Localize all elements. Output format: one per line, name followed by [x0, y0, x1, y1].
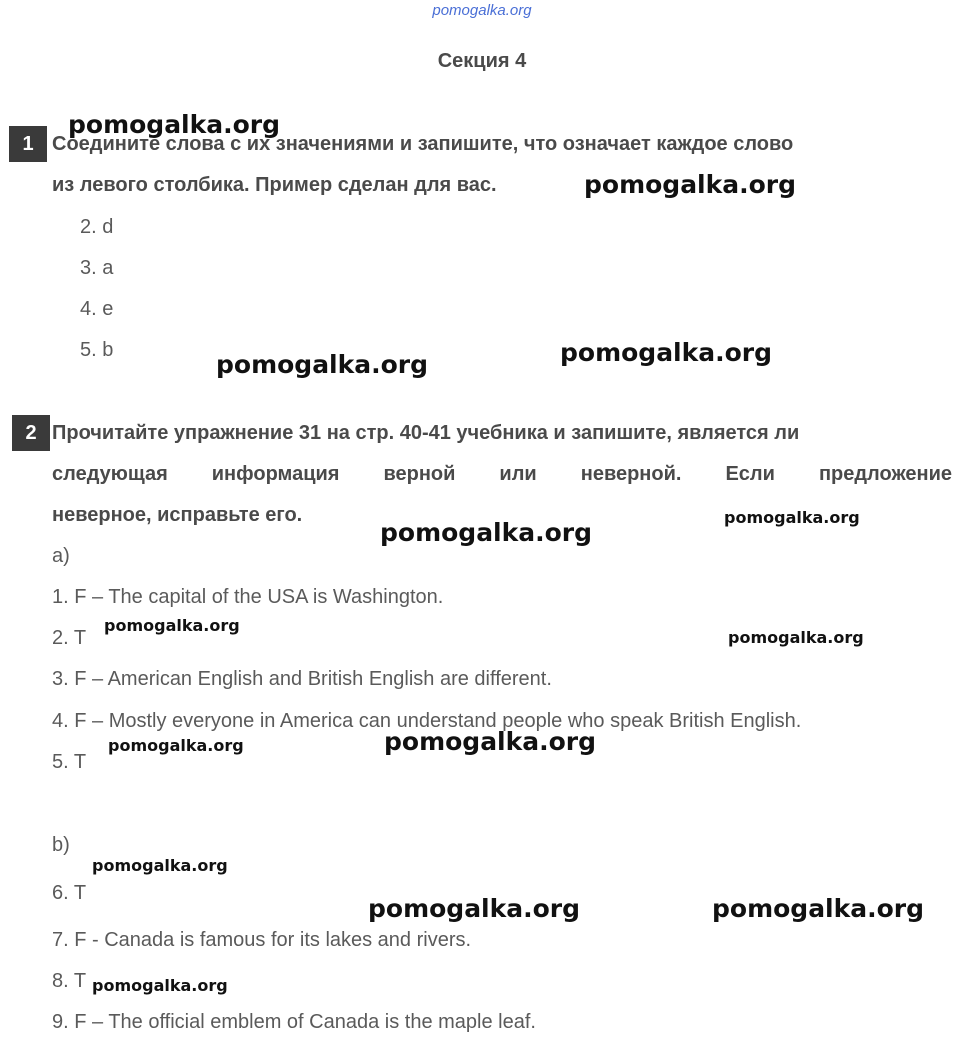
part-b-answer: 8. T: [52, 970, 87, 992]
part-a-answer: 3. F – American English and British English are different.: [52, 668, 552, 690]
watermark: pomogalka.org: [104, 616, 240, 635]
watermark: pomogalka.org: [384, 727, 597, 756]
watermark: pomogalka.org: [68, 110, 281, 139]
task-2-instruction-line-3: неверное, исправьте его.: [52, 504, 303, 526]
watermark: pomogalka.org: [560, 338, 773, 367]
task-1-instruction-line-2: из левого столбика. Пример сделан для вас.: [52, 174, 497, 196]
part-a-answer: 1. F – The capital of the USA is Washington.: [52, 586, 444, 608]
part-b-answer: 7. F - Canada is famous for its lakes and rivers.: [52, 929, 472, 951]
section-title: Секция 4: [437, 50, 527, 72]
watermark: pomogalka.org: [724, 508, 860, 527]
part-a-answer: 4. F – Mostly everyone in America can understand people who speak British English.: [52, 710, 802, 732]
task-2-number-badge: 2: [12, 415, 50, 451]
task-1-answer: 4. e: [80, 298, 114, 320]
watermark: pomogalka.org: [712, 894, 925, 923]
task-1-number-badge: 1: [9, 126, 47, 162]
watermark: pomogalka.org: [108, 736, 244, 755]
watermark: pomogalka.org: [584, 170, 797, 199]
site-link[interactable]: pomogalka.org: [432, 2, 532, 19]
part-a-answer: 2. T: [52, 627, 87, 649]
watermark: pomogalka.org: [216, 350, 429, 379]
watermark: pomogalka.org: [380, 518, 593, 547]
task-2-instruction-line-1: Прочитайте упражнение 31 на стр. 40-41 учебника и запишите, является ли: [52, 422, 800, 444]
watermark: pomogalka.org: [728, 628, 864, 647]
task-1-answer: 3. a: [80, 257, 114, 279]
part-b-answer: 9. F – The official emblem of Canada is the maple leaf.: [52, 1011, 536, 1033]
part-b-answer: 6. T: [52, 882, 87, 904]
part-a-answer: 5. T: [52, 751, 87, 773]
task-2-instruction-line-2: следующая информация верной или неверной. Если предложение: [52, 463, 952, 485]
part-b-label: b): [52, 834, 70, 856]
watermark: pomogalka.org: [92, 976, 228, 995]
part-a-label: a): [52, 545, 70, 567]
watermark: pomogalka.org: [368, 894, 581, 923]
watermark: pomogalka.org: [92, 856, 228, 875]
task-1-answer: 2. d: [80, 216, 114, 238]
task-1-instruction-line-1: Соедините слова с их значениями и запишите, что означает каждое слово: [52, 133, 794, 155]
task-1-answer: 5. b: [80, 339, 114, 361]
